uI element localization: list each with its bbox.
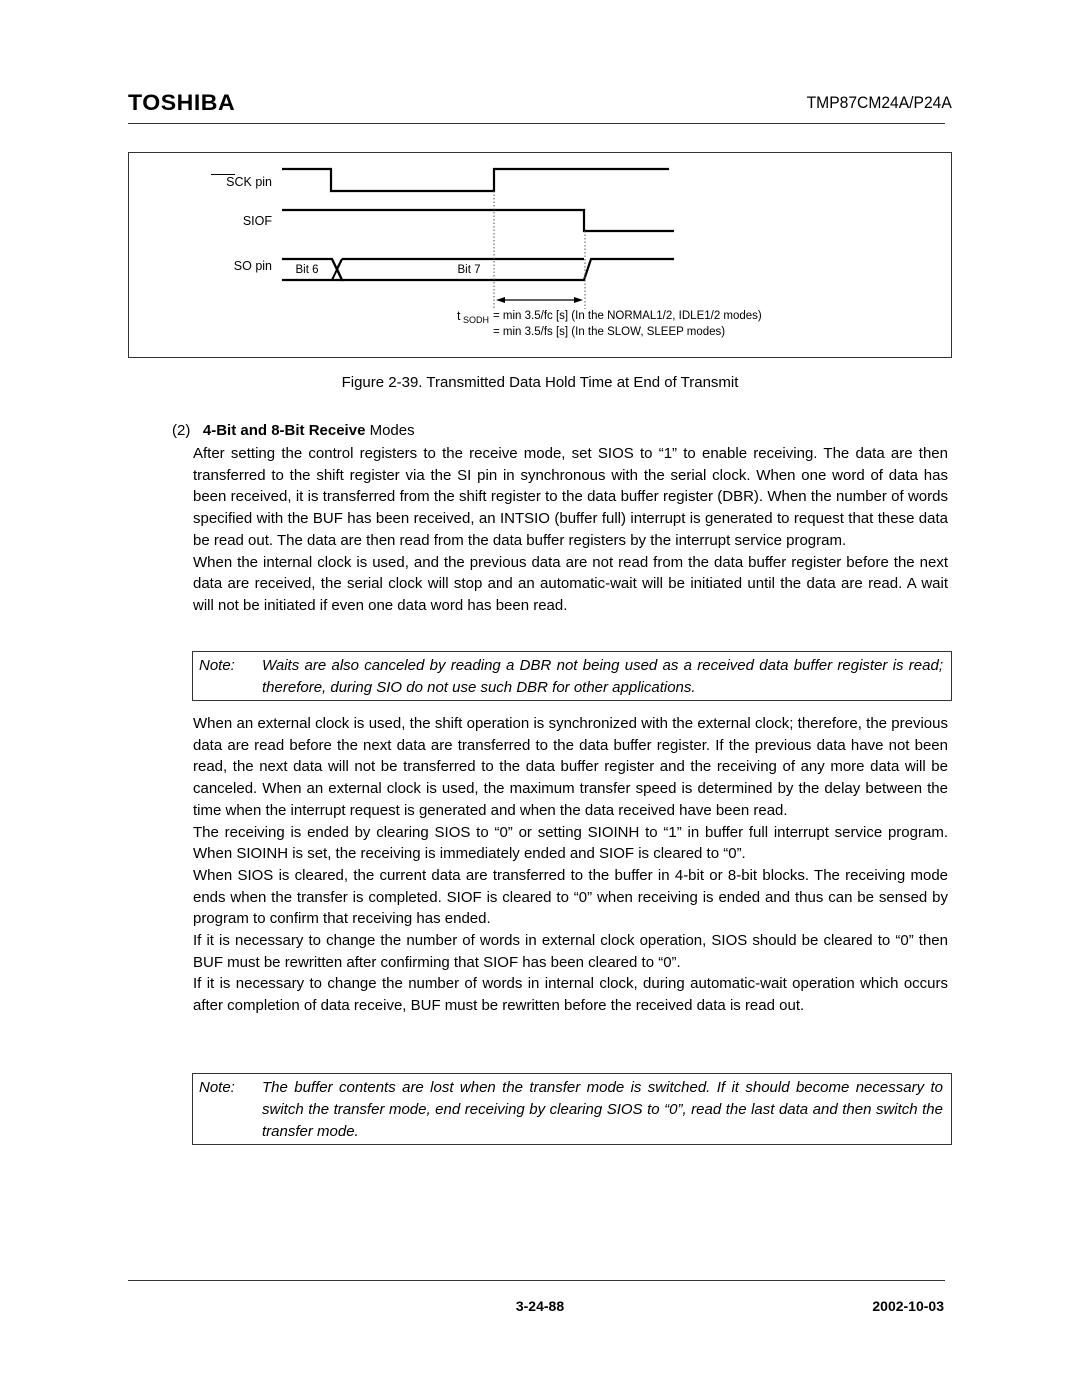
siof-waveform — [282, 210, 674, 231]
note-label: Note: — [199, 1079, 235, 1096]
timing-subscript: SODH — [463, 315, 490, 325]
signal-label-siof: SIOF — [242, 214, 272, 228]
arrow-head-left — [496, 297, 505, 303]
timing-symbol: t — [457, 309, 461, 323]
note-label: Note: — [199, 657, 235, 674]
sck-waveform — [282, 169, 669, 191]
timing-figure — [128, 152, 952, 358]
body-text-2 — [193, 713, 948, 1017]
paragraph: If it is necessary to change the number of words in internal clock, during automatic-wait operation which occurs after completion of data receive, BUF must be rewritten before the received data is read out. — [193, 975, 948, 1015]
note-box-1 — [192, 651, 952, 701]
paragraph: After setting the control registers to the receive mode, set SIOS to “1” to enable receiving. The data are then transferred to the shift register via the SI pin in synchronous with the serial clock. When one word of data has been received, it is transferred from the shift register to the data buffer register (DBR). When the number of words specified with the BUF has been received, an INTSIO (buffer full) interrupt is generated to request that these data be read out. The data are then read from the data buffer registers by the interrupt service program. — [193, 445, 948, 549]
body-text-1 — [193, 443, 948, 617]
paragraph: If it is necessary to change the number of words in external clock operation, SIOS should be cleared to “0” then BUF must be rewritten after confirming that SIOF has been cleared to “0”. — [193, 932, 948, 971]
note-box-2 — [192, 1073, 952, 1145]
paragraph: The receiving is ended by clearing SIOS to “0” or setting SIOINH to “1” in buffer full interrupt service program. When SIOINH is set, the receiving is immediately ended and SIOF is cleared to “0”. — [193, 823, 948, 863]
bit7-label: Bit 7 — [457, 264, 481, 276]
section-heading — [172, 422, 415, 439]
page-number: 3-24-88 — [515, 1298, 565, 1314]
header-rule — [128, 123, 945, 124]
signal-label-sck: SCK pin — [226, 175, 272, 189]
timing-line-2: = min 3.5/fs [s] (In the SLOW, SLEEP modes) — [493, 326, 726, 338]
paragraph: When SIOS is cleared, the current data are transferred to the buffer in 4-bit or 8-bit blocks. The receiving mode ends when the transfer is completed. SIOF is cleared to “0” when receiving is ended and thus can be sensed by program to confirm that receiving has ended. — [193, 866, 948, 928]
document-date: 2002-10-03 — [872, 1298, 944, 1314]
timing-diagram — [129, 153, 951, 357]
bit6-label: Bit 6 — [295, 264, 319, 276]
paragraph: When the internal clock is used, and the previous data are not read from the data buffer register before the next data are received, the serial clock will stop and an automatic-wait will be initiated until the data are read. A wait will not be initiated if even one data word has been read. — [193, 553, 948, 614]
arrow-head-right — [574, 297, 583, 303]
paragraph: When an external clock is used, the shift operation is synchronized with the external clock; therefore, the previous data are read before the next data are transferred to the data buffer register. If the previous data have not been read, the next data will not be transferred to the data buffer register and the receiving of any more data will be canceled. When an external clock is used, the maximum transfer speed is determined by the delay between the time when the interrupt request is generated and when the data received have been read. — [193, 715, 948, 819]
so-bit7-bottom — [337, 259, 674, 280]
section-title-bold: 4-Bit and 8-Bit Receive — [202, 422, 366, 439]
note-text: The buffer contents are lost when the transfer mode is switched. If it should become necessary to switch the transfer mode, end receiving by clearing SIOS to “0”, read the last data and then switch the transfer mode. — [262, 1079, 943, 1140]
note-text: Waits are also canceled by reading a DBR not being used as a received data buffer register is read; therefore, during SIO do not use such DBR for other applications. — [262, 657, 943, 696]
brand-logo: TOSHIBA — [128, 90, 236, 115]
timing-line-1: = min 3.5/fc [s] (In the NORMAL1/2, IDLE1/2 modes) — [493, 310, 762, 322]
figure-caption: Figure 2-39. Transmitted Data Hold Time at End of Transmit — [341, 374, 739, 391]
signal-label-so: SO pin — [233, 259, 272, 273]
section-number: (2) — [172, 422, 191, 439]
part-number: TMP87CM24A/P24A — [806, 93, 952, 112]
footer-rule — [128, 1280, 945, 1281]
section-title-rest: Modes — [365, 422, 415, 439]
